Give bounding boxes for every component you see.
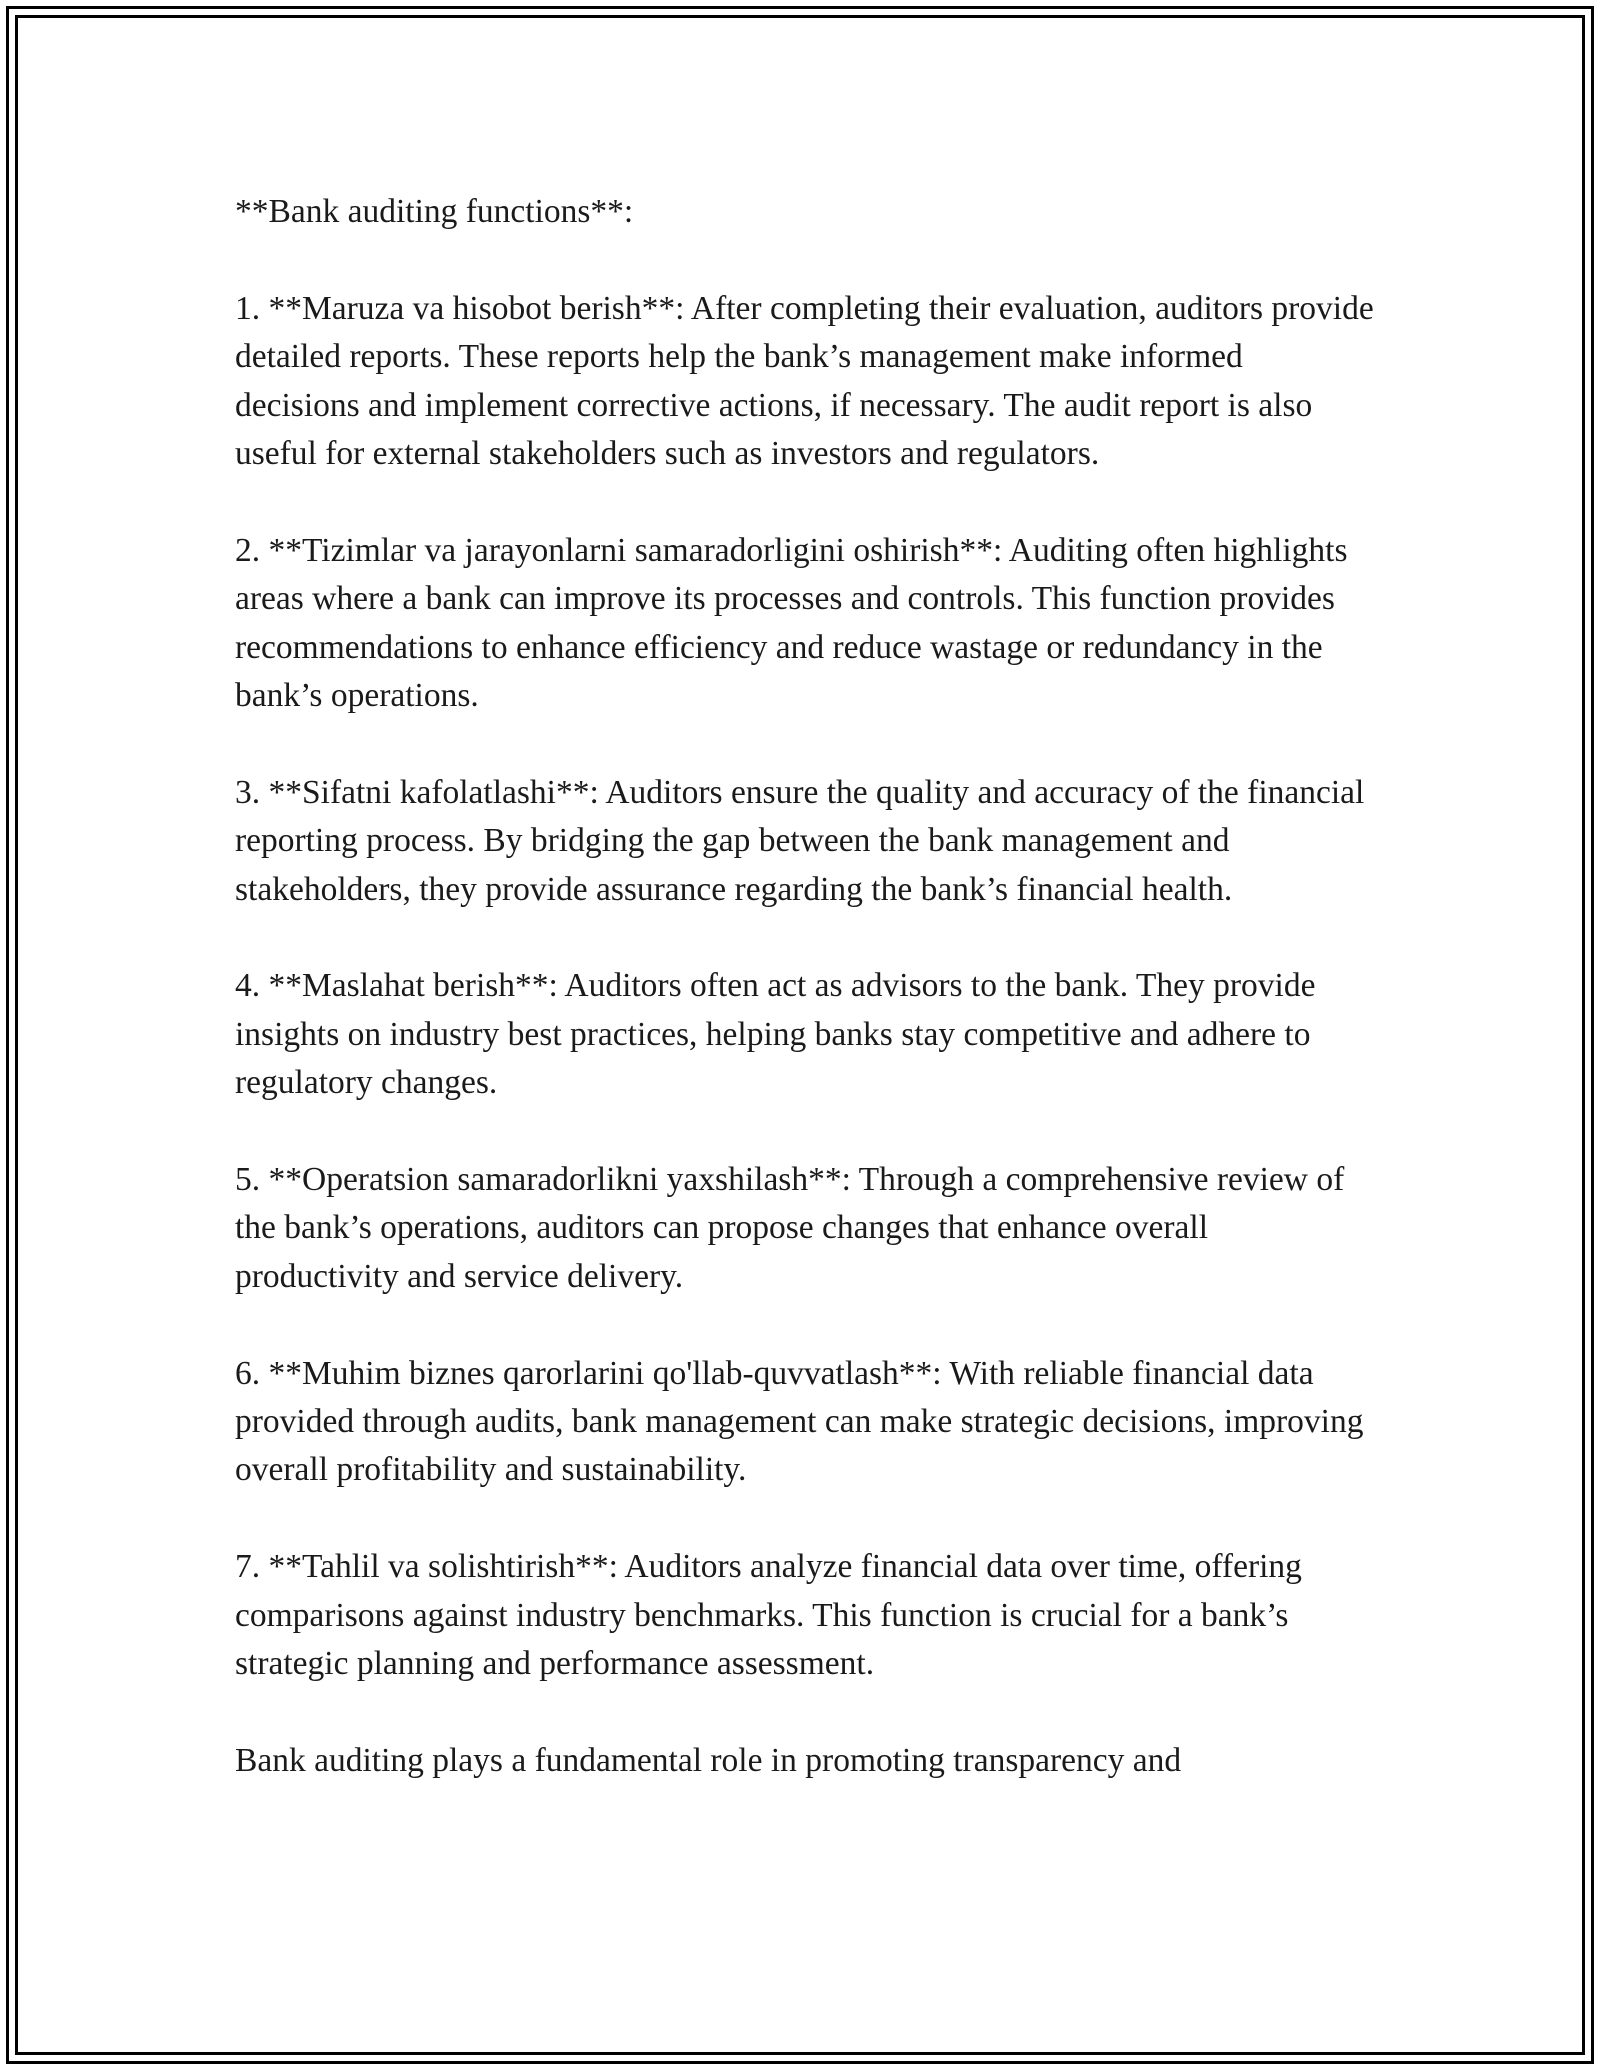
closing-paragraph: Bank auditing plays a fundamental role in promoting transparency and xyxy=(235,1741,1182,1779)
list-item-5: 5. **Operatsion samaradorlikni yaxshilash**: Through a comprehensive review of the bank’s operations, auditors can propose changes that enhance overall productivity and service delivery. xyxy=(235,1161,1345,1295)
section-heading: **Bank auditing functions**: xyxy=(235,193,634,230)
list-item-4: 4. **Maslahat berish**: Auditors often act as advisors to the bank. They provide insights on industry best practices, helping banks stay competitive and adhere to regulatory changes. xyxy=(235,967,1316,1102)
list-item-7: 7. **Tahlil va solishtirish**: Auditors analyze financial data over time, offering comparisons against industry benchmarks. This function is crucial for a bank’s strategic planning and performance assessment. xyxy=(235,1548,1302,1683)
list-item-6: 6. **Muhim biznes qarorlarini qo'llab-quvvatlash**: With reliable financial data provided through audits, bank management can make strategic decisions, improving overall profitability and sustainability. xyxy=(235,1354,1364,1489)
list-item-2: 2. **Tizimlar va jarayonlarni samaradorligini oshirish**: Auditing often highlights areas where a bank can improve its processes and controls. This function provides recommendations to enhance efficiency and reduce wastage or redundancy in the bank’s operations. xyxy=(235,531,1348,715)
document-body xyxy=(235,188,1375,1834)
list-item-3: 3. **Sifatni kafolatlashi**: Auditors ensure the quality and accuracy of the financial reporting process. By bridging the gap between the bank management and stakeholders, they provide assurance regarding the bank’s financial health. xyxy=(235,773,1365,908)
list-item-1: 1. **Maruza va hisobot berish**: After completing their evaluation, auditors provide detailed reports. These reports help the bank’s management make informed decisions and implement corrective actions, if necessary. The audit report is also useful for external stakeholders such as investors and regulators. xyxy=(235,289,1374,473)
